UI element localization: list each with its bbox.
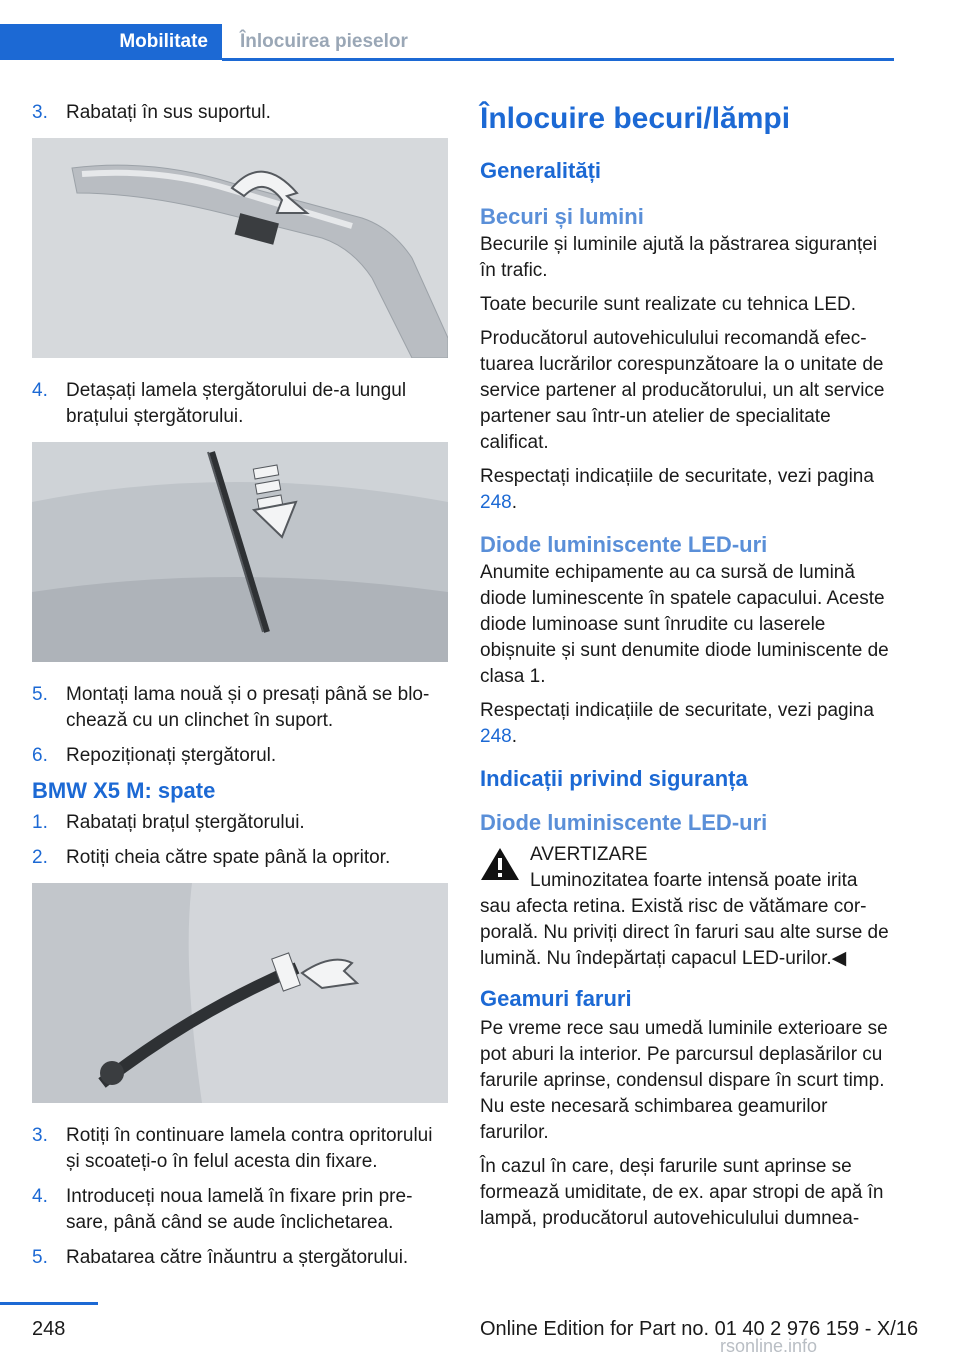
wiper-arm-illustration	[32, 138, 448, 358]
headlight-glass-paragraph-1: Pe vreme rece sau umedă luminile exterioare se pot aburi la interior. Pe parcursul deplasărilor cu farurile aprinse, condensul dispare în scurt timp. Nu este necesară schimbarea geamurilor farurilor.	[480, 1018, 888, 1143]
right-column	[480, 100, 898, 1240]
warning-box	[480, 842, 898, 894]
safety-heading: Indicații privind siguranța	[480, 766, 748, 791]
edition-note: Online Edition for Part no. 01 40 2 976 159 - X/16	[480, 1318, 919, 1340]
step-item	[32, 810, 448, 836]
step-item	[32, 1123, 448, 1175]
windshield-wiper-illustration	[32, 442, 448, 662]
step-text: Rotiți în continuare lamela contra opritorului și scoateți-o în felul acesta din fixare.	[66, 1125, 433, 1172]
step-text: Rabatarea către înăuntru a ștergătorului.	[66, 1247, 409, 1268]
step-number: 1.	[32, 812, 48, 833]
rear-wiper-illustration	[32, 883, 448, 1103]
page-number: 248	[32, 1318, 66, 1340]
page-link-248[interactable]: 248	[480, 492, 512, 513]
section-tab-mobilitate: Mobilitate	[0, 24, 222, 60]
headlight-glass-heading: Geamuri faruri	[480, 986, 632, 1011]
header-rule	[222, 58, 894, 61]
left-column	[32, 100, 448, 1280]
step-text: Detașați lamela ștergătorului de-a lungul brațului ștergătorului.	[66, 380, 407, 427]
step-item	[32, 845, 448, 871]
led-paragraph-1: Anumite echipamente au ca sursă de lumină diode luminescente în spatele capacului. Aceste diode luminoase sunt înrudite cu laserele obișnuite și sunt denumite diode luminiscente de clasa 1.	[480, 562, 889, 687]
step-text: Repoziționați ștergătorul.	[66, 745, 277, 766]
step-item	[32, 100, 448, 126]
step-item	[32, 1245, 448, 1271]
warning-body: sau afecta retina. Există risc de vătămare corporală. Nu priviți direct în faruri sau alte surse de lumină. Nu îndepărtați capacul LED-urilor.◀	[480, 896, 889, 969]
bulbs-ref-end: .	[511, 492, 517, 513]
warning-triangle-icon	[480, 846, 520, 882]
rear-wiper-heading: BMW X5 M: spate	[32, 778, 216, 803]
step-text: Montați lama nouă și o presați până se blochează cu un clinchet în suport.	[66, 684, 430, 731]
general-heading: Generalități	[480, 158, 602, 183]
step-number: 3.	[32, 1125, 48, 1146]
steps-list-e	[32, 1123, 448, 1271]
step-number: 5.	[32, 1247, 48, 1268]
steps-list-c	[32, 682, 448, 769]
steps-list-d	[32, 810, 448, 871]
step-item	[32, 743, 448, 769]
led-heading: Diode luminiscente LED-uri	[480, 532, 768, 557]
led-paragraph-2	[480, 698, 898, 750]
page-link-248[interactable]: 248	[480, 726, 512, 747]
bulbs-paragraph-3: Producătorul autovehiculului recomandă efectuarea lucrărilor corespunzătoare la o unitate de service partener al producătorului, un alt service partener sau într-un atelier de specialitate calificat.	[480, 328, 885, 453]
step-text: Introduceți noua lamelă în fixare prin presare, până când se aude înclichetarea.	[66, 1186, 413, 1233]
bulbs-paragraph-1: Becurile și luminile ajută la păstrarea siguranței în trafic.	[480, 234, 878, 281]
step-number: 4.	[32, 1186, 48, 1207]
step-number: 2.	[32, 847, 48, 868]
step-number: 4.	[32, 380, 48, 401]
step-text: Rabatați brațul ștergătorului.	[66, 812, 305, 833]
warning-first-line: Luminozitatea foarte intensă poate irita	[530, 870, 858, 891]
footer-rule	[0, 1302, 98, 1305]
bulbs-paragraph-2: Toate becurile sunt realizate cu tehnica LED.	[480, 294, 856, 315]
step-text: Rotiți cheia către spate până la opritor.	[66, 847, 391, 868]
section-tab-inlocuirea-pieselor: Înlocuirea pieselor	[240, 31, 408, 52]
step-item	[32, 1184, 448, 1236]
bulbs-heading: Becuri și lumini	[480, 204, 644, 229]
page-header	[0, 0, 960, 64]
step-number: 3.	[32, 102, 48, 123]
led-ref-text: Respectați indicațiile de securitate, vezi pagina	[480, 700, 874, 721]
bulbs-paragraph-4	[480, 464, 898, 516]
warning-title: AVERTIZARE	[530, 844, 648, 865]
headlight-glass-paragraph-2: În cazul în care, deși farurile sunt aprinse se formează umiditate, de ex. apar stropi de apă în lampă, producătorul autovehiculului dumnea-	[480, 1156, 884, 1229]
step-item	[32, 682, 448, 734]
step-item	[32, 378, 448, 430]
step-text: Rabatați în sus suportul.	[66, 102, 271, 123]
led-ref-end: .	[511, 726, 517, 747]
steps-list-b	[32, 378, 448, 430]
step-number: 6.	[32, 745, 48, 766]
steps-list-a	[32, 100, 448, 126]
watermark: rsonline.info	[720, 1336, 818, 1356]
bulbs-ref-text: Respectați indicațiile de securitate, vezi pagina	[480, 466, 874, 487]
safety-subheading: Diode luminiscente LED-uri	[480, 810, 768, 835]
section-title: Înlocuire becuri/lămpi	[480, 102, 791, 135]
step-number: 5.	[32, 684, 48, 705]
